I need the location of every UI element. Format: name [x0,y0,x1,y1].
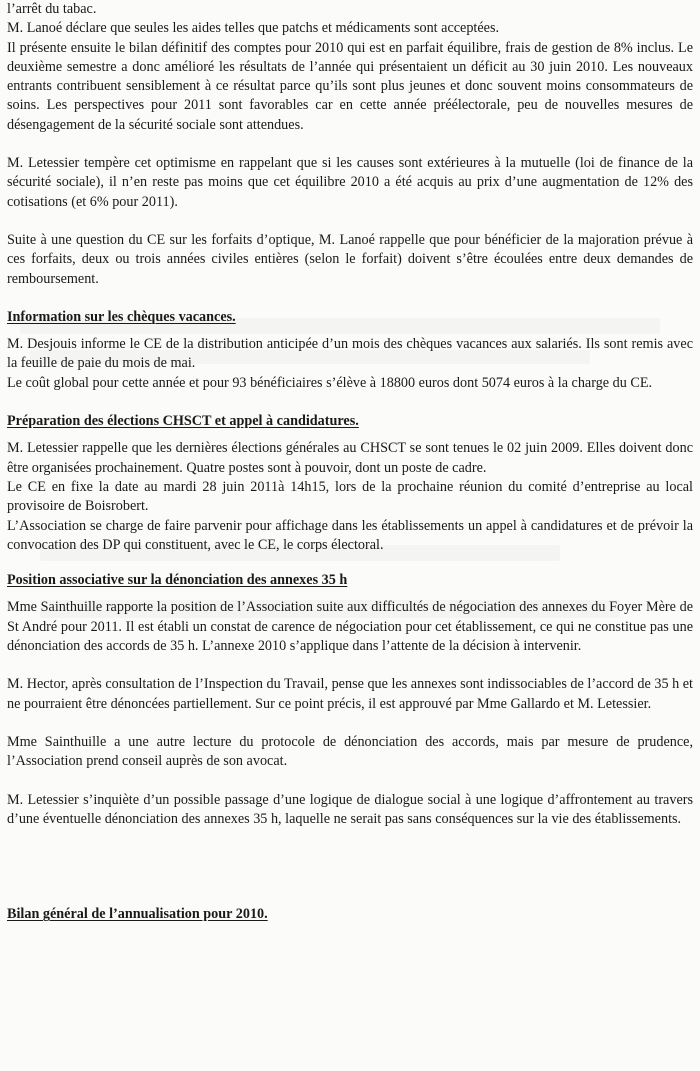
paragraph: Le coût global pour cette année et pour 93 bénéficiaires s’élève à 18800 euros dont 5074 euros à la charge du CE. [7,374,653,391]
paragraph: Suite à une question du CE sur les forfaits d’optique, M. Lanoé rappelle que pour bénéficier de la majoration prévue à ces forfaits, deux ou trois années civiles entières (selon le forfait) doivent s’être écoulées entre deux demandes de remboursement. [7,231,693,287]
paragraph: M. Hector, après consultation de l’Inspection du Travail, pense que les annexes sont indissociables de l’accord de 35 h et ne pourraient être dénoncées partiellement. Sur ce point précis, il est approuvé par Mme Gallardo et M. Letessier. [7,676,693,712]
paragraph: M. Letessier s’inquiète d’un possible passage d’une logique de dialogue social à une logique d’affrontement au travers d’une éventuelle dénonciation des annexes 35 h, laquelle ne serait pas sans conséquences sur la vie des établissements. [7,791,693,827]
intro-lines [7,0,693,39]
section-heading-cheques: Information sur les chèques vacances. [7,308,236,325]
paragraph: M. Desjouis informe le CE de la distribution anticipée d’un mois des chèques vacances aux salariés. Ils sont remis avec la feuille de paie du mois de mai. [7,336,693,372]
paragraph: Mme Sainthuille a une autre lecture du protocole de dénonciation des accords, mais par mesure de prudence, l’Association prend conseil auprès de son avocat. [7,733,693,770]
section-heading-bilan: Bilan général de l’annualisation pour 2010. [7,906,268,923]
section-heading-annexes: Position associative sur la dénonciation des annexes 35 h [7,572,348,589]
document-page [7,0,693,924]
paragraph: M. Letessier rappelle que les dernières élections générales au CHSCT se sont tenues le 02 juin 2009. Elles doivent donc être organisées prochainement. Quatre postes sont à pouvoir, dont un poste de cadre. [7,440,693,476]
paragraph: M. Lanoé déclare que seules les aides telles que patchs et médicaments sont acceptées. [7,20,500,37]
paragraph: Il présente ensuite le bilan définitif des comptes pour 2010 qui est en parfait équilibre, frais de gestion de 8% inclus. Le deuxième semestre a donc amélioré les résultats de l’année qui présentaient un déficit au 30 juin 2010. Les nouveaux entrants contribuent sensiblement à ce résultat parce qu’ils sont plus jeunes et donc souvent moins consommateurs de soins. Les perspectives pour 2011 sont favorables car en cette année préélectorale, peu de nouvelles mesures de désengagement de la sécurité sociale sont attendues. [7,39,693,133]
paragraph: Mme Sainthuille rapporte la position de l’Association suite aux difficultés de négociation des annexes du Foyer Mère de St André pour 2011. Il est établi un constat de carence de négociation pour cet établissement, ce qui ne constitue pas une dénonciation des accords de 35 h. L’annexe 2010 s’applique dans l’attente de la décision à intervenir. [7,599,693,655]
paragraph: M. Letessier tempère cet optimisme en rappelant que si les causes sont extérieures à la mutuelle (loi de finance de la sécurité sociale), il n’en reste pas moins que cet équilibre 2010 a été acquis au prix d’une augmentation de 12% des cotisations (et 6% pour 2011). [7,155,693,210]
section-heading-elections: Préparation des élections CHSCT et appel à candidatures. [7,413,359,430]
paragraph: l’arrêt du tabac. [7,1,97,17]
paragraph: L’Association se charge de faire parvenir pour affichage dans les établissements un appel à candidatures et de prévoir la convocation des DP qui constituent, avec le CE, le corps électoral. [7,517,693,553]
paragraph: Le CE en fixe la date au mardi 28 juin 2011à 14h15, lors de la prochaine réunion du comité d’entreprise au local provisoire de Boisrobert. [7,478,693,515]
